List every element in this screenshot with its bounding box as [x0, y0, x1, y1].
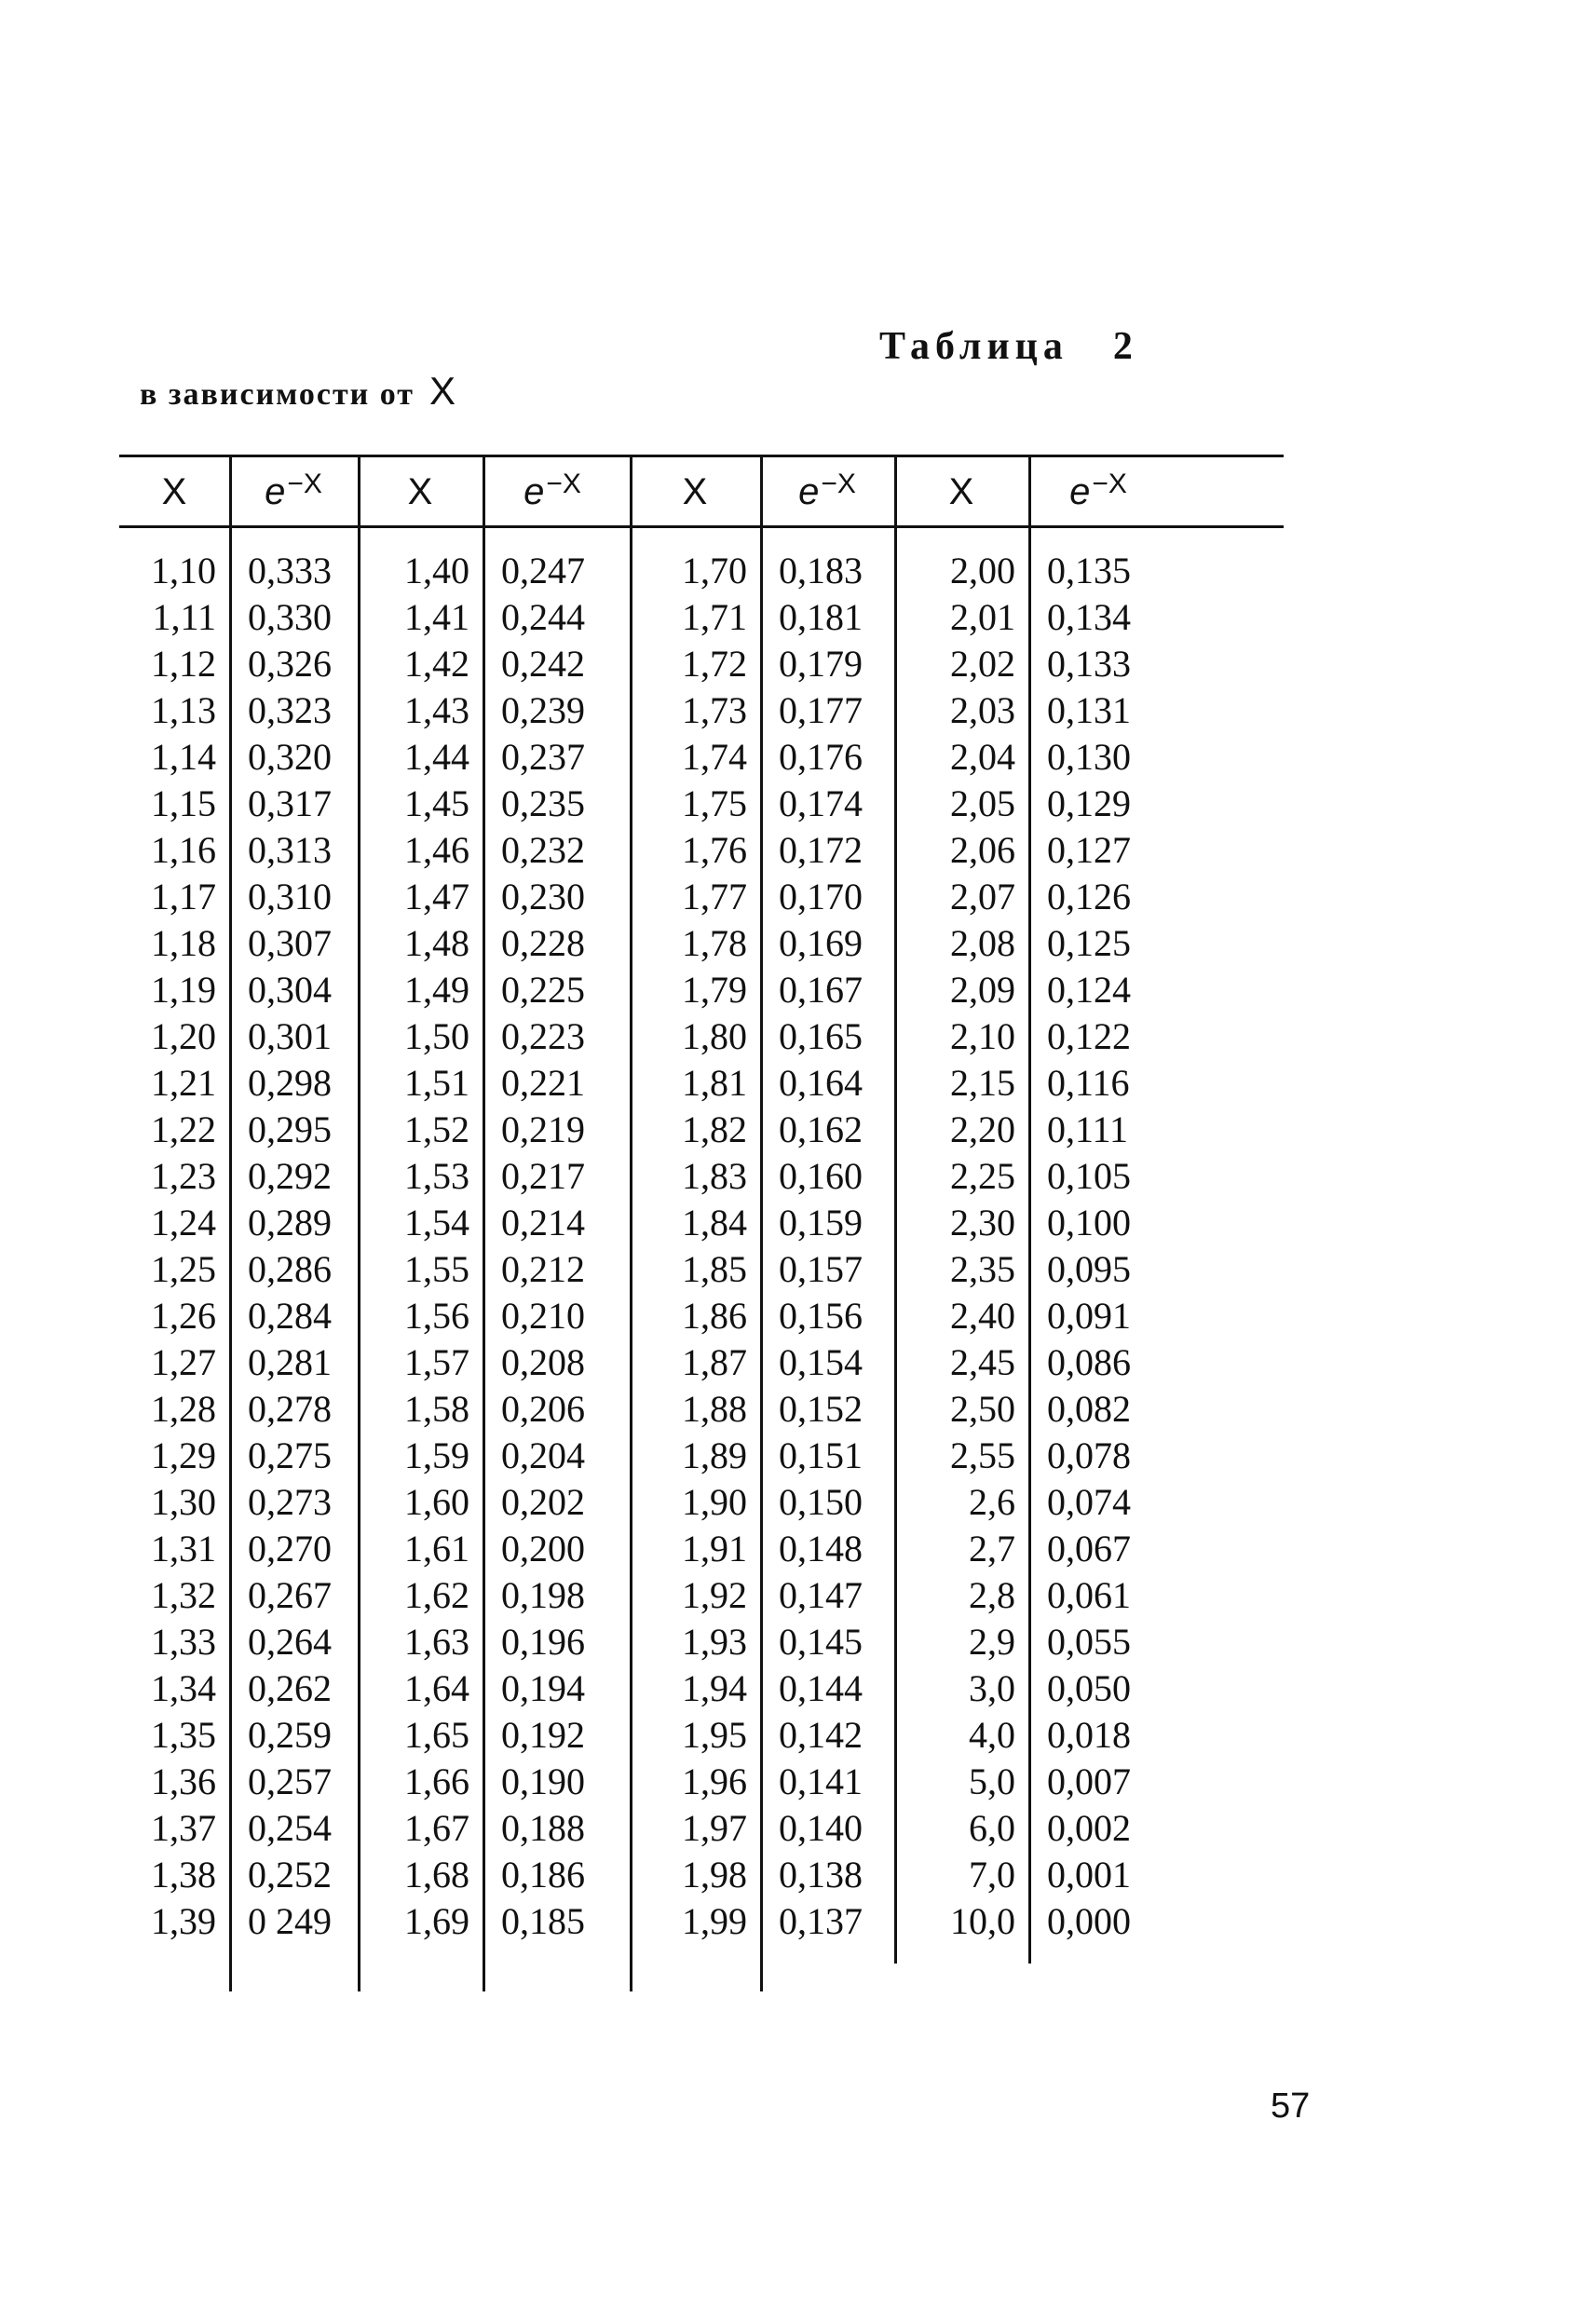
column-divider — [760, 455, 763, 1991]
x-value: 1,80 — [682, 1015, 747, 1057]
exp-value: 0,147 — [779, 1574, 863, 1616]
exp-value: 0,183 — [779, 550, 863, 591]
x-value: 2,50 — [950, 1388, 1015, 1430]
exp-value: 0,244 — [501, 596, 585, 638]
x-value: 1,17 — [151, 876, 216, 917]
x-value: 1,59 — [404, 1434, 469, 1476]
exp-value: 0,239 — [501, 689, 585, 731]
x-column — [119, 548, 216, 1945]
x-value: 1,83 — [682, 1155, 747, 1197]
exp-value: 0,018 — [1047, 1714, 1131, 1756]
x-value: 2,06 — [950, 829, 1015, 871]
exp-value: 0,333 — [248, 550, 332, 591]
x-value: 2,6 — [969, 1481, 1015, 1523]
x-value: 1,91 — [682, 1528, 747, 1570]
x-column — [358, 548, 469, 1945]
exp-value: 0,206 — [501, 1388, 585, 1430]
x-value: 1,64 — [404, 1667, 469, 1709]
x-value: 1,38 — [151, 1854, 216, 1896]
exp-value: 0,188 — [501, 1807, 585, 1849]
x-value: 1,94 — [682, 1667, 747, 1709]
x-value: 1,84 — [682, 1202, 747, 1244]
x-value: 2,55 — [950, 1434, 1015, 1476]
exp-value: 0,086 — [1047, 1341, 1131, 1383]
exp-value: 0,164 — [779, 1062, 863, 1104]
x-value: 1,89 — [682, 1434, 747, 1476]
exp-value: 0,286 — [248, 1248, 332, 1290]
exp-value: 0,323 — [248, 689, 332, 731]
exp-value: 0,262 — [248, 1667, 332, 1709]
x-value: 2,01 — [950, 596, 1015, 638]
caption-text: в зависимости от — [140, 377, 415, 412]
x-value: 1,63 — [404, 1621, 469, 1663]
exp-value: 0,212 — [501, 1248, 585, 1290]
exp-value: 0,137 — [779, 1900, 863, 1942]
exp-value: 0,154 — [779, 1341, 863, 1383]
exp-value: 0,174 — [779, 782, 863, 824]
page-number: 57 — [1271, 2086, 1311, 2126]
exp-value: 0,078 — [1047, 1434, 1131, 1476]
x-value: 1,75 — [682, 782, 747, 824]
x-value: 1,46 — [404, 829, 469, 871]
exp-value: 0,002 — [1047, 1807, 1131, 1849]
exp-value: 0,242 — [501, 643, 585, 685]
exp-value: 0,292 — [248, 1155, 332, 1197]
x-value: 1,61 — [404, 1528, 469, 1570]
exp-value: 0,162 — [779, 1108, 863, 1150]
exp-value: 0,095 — [1047, 1248, 1131, 1290]
exp-value: 0,061 — [1047, 1574, 1131, 1616]
exp-value: 0,135 — [1047, 550, 1131, 591]
table-caption — [140, 369, 456, 414]
exp-value: 0,284 — [248, 1295, 332, 1337]
exp-value: 0,152 — [779, 1388, 863, 1430]
exp-value: 0,074 — [1047, 1481, 1131, 1523]
exp-value: 0,150 — [779, 1481, 863, 1523]
exp-value: 0,317 — [248, 782, 332, 824]
x-value: 1,68 — [404, 1854, 469, 1896]
x-value: 1,97 — [682, 1807, 747, 1849]
exp-value: 0,267 — [248, 1574, 332, 1616]
x-value: 1,16 — [151, 829, 216, 871]
exp-value: 0,295 — [248, 1108, 332, 1150]
exp-value: 0,157 — [779, 1248, 863, 1290]
table-title-number: 2 — [1112, 325, 1133, 368]
exp-value: 0,167 — [779, 969, 863, 1011]
exp-value: 0,204 — [501, 1434, 585, 1476]
x-column — [630, 548, 747, 1945]
x-value: 1,37 — [151, 1807, 216, 1849]
exp-value: 0,289 — [248, 1202, 332, 1244]
x-value: 3,0 — [969, 1667, 1015, 1709]
x-value: 2,40 — [950, 1295, 1015, 1337]
exp-value: 0,281 — [248, 1341, 332, 1383]
exp-value: 0,105 — [1047, 1155, 1131, 1197]
x-value: 1,69 — [404, 1900, 469, 1942]
x-value: 1,74 — [682, 736, 747, 778]
exp-value: 0,221 — [501, 1062, 585, 1104]
x-value: 1,96 — [682, 1760, 747, 1802]
x-value: 7,0 — [969, 1854, 1015, 1896]
x-value: 1,60 — [404, 1481, 469, 1523]
exp-value: 0,330 — [248, 596, 332, 638]
column-divider — [229, 455, 232, 1991]
exp-value: 0 249 — [248, 1900, 332, 1942]
exp-value: 0,130 — [1047, 736, 1131, 778]
header-x: X — [682, 470, 708, 512]
x-value: 2,20 — [950, 1108, 1015, 1150]
x-value: 1,22 — [151, 1108, 216, 1150]
exp-value: 0,055 — [1047, 1621, 1131, 1663]
x-value: 1,21 — [151, 1062, 216, 1104]
exp-value: 0,067 — [1047, 1528, 1131, 1570]
exp-value: 0,190 — [501, 1760, 585, 1802]
x-value: 1,76 — [682, 829, 747, 871]
x-value: 1,90 — [682, 1481, 747, 1523]
exp-value: 0,186 — [501, 1854, 585, 1896]
x-value: 4,0 — [969, 1714, 1015, 1756]
x-value: 1,55 — [404, 1248, 469, 1290]
exp-column — [1047, 548, 1131, 1945]
exp-value: 0,326 — [248, 643, 332, 685]
exp-value: 0,273 — [248, 1481, 332, 1523]
x-value: 1,43 — [404, 689, 469, 731]
exp-value: 0,264 — [248, 1621, 332, 1663]
x-value: 1,48 — [404, 922, 469, 964]
table-top-rule — [119, 455, 1284, 457]
exp-value: 0,134 — [1047, 596, 1131, 638]
x-value: 1,53 — [404, 1155, 469, 1197]
exp-value: 0,176 — [779, 736, 863, 778]
exp-value: 0,001 — [1047, 1854, 1131, 1896]
exp-value: 0,210 — [501, 1295, 585, 1337]
x-value: 2,09 — [950, 969, 1015, 1011]
exp-value: 0,160 — [779, 1155, 863, 1197]
table-title-label: Таблица — [879, 325, 1068, 368]
x-value: 1,15 — [151, 782, 216, 824]
x-value: 1,20 — [151, 1015, 216, 1057]
header-exp: e $^{-X}$ — [524, 469, 581, 512]
exp-value: 0,145 — [779, 1621, 863, 1663]
exp-value: 0,179 — [779, 643, 863, 685]
exp-value: 0,307 — [248, 922, 332, 964]
x-value: 1,40 — [404, 550, 469, 591]
exp-value: 0,304 — [248, 969, 332, 1011]
table-header-rule — [119, 525, 1284, 528]
exp-value: 0,144 — [779, 1667, 863, 1709]
x-value: 1,28 — [151, 1388, 216, 1430]
header-x: X — [407, 470, 433, 512]
exp-value: 0,050 — [1047, 1667, 1131, 1709]
x-value: 1,45 — [404, 782, 469, 824]
exp-value: 0,127 — [1047, 829, 1131, 871]
x-value: 1,57 — [404, 1341, 469, 1383]
exp-value: 0,000 — [1047, 1900, 1131, 1942]
exp-value: 0,156 — [779, 1295, 863, 1337]
exp-value: 0,217 — [501, 1155, 585, 1197]
exp-value: 0,198 — [501, 1574, 585, 1616]
exp-value: 0,313 — [248, 829, 332, 871]
x-value: 2,15 — [950, 1062, 1015, 1104]
exp-value: 0,169 — [779, 922, 863, 964]
table-title — [879, 324, 1133, 369]
x-value: 2,35 — [950, 1248, 1015, 1290]
x-value: 1,51 — [404, 1062, 469, 1104]
exp-value: 0,214 — [501, 1202, 585, 1244]
x-value: 1,32 — [151, 1574, 216, 1616]
x-value: 1,81 — [682, 1062, 747, 1104]
x-value: 1,42 — [404, 643, 469, 685]
exp-column — [248, 548, 332, 1945]
exp-value: 0,230 — [501, 876, 585, 917]
exp-value: 0,278 — [248, 1388, 332, 1430]
x-value: 1,47 — [404, 876, 469, 917]
x-value: 1,23 — [151, 1155, 216, 1197]
exp-value: 0,247 — [501, 550, 585, 591]
x-value: 10,0 — [950, 1900, 1015, 1942]
x-value: 1,35 — [151, 1714, 216, 1756]
exp-value: 0,228 — [501, 922, 585, 964]
x-value: 1,66 — [404, 1760, 469, 1802]
x-value: 1,67 — [404, 1807, 469, 1849]
x-value: 1,79 — [682, 969, 747, 1011]
x-value: 1,29 — [151, 1434, 216, 1476]
x-value: 1,31 — [151, 1528, 216, 1570]
x-value: 1,30 — [151, 1481, 216, 1523]
x-value: 1,18 — [151, 922, 216, 964]
x-value: 2,04 — [950, 736, 1015, 778]
exp-value: 0,129 — [1047, 782, 1131, 824]
exp-value: 0,270 — [248, 1528, 332, 1570]
x-value: 1,50 — [404, 1015, 469, 1057]
exp-value: 0,208 — [501, 1341, 585, 1383]
exp-value: 0,082 — [1047, 1388, 1131, 1430]
exp-value: 0,194 — [501, 1667, 585, 1709]
exp-value: 0,235 — [501, 782, 585, 824]
exp-value: 0,141 — [779, 1760, 863, 1802]
exp-value: 0,254 — [248, 1807, 332, 1849]
x-value: 1,33 — [151, 1621, 216, 1663]
exp-value: 0,301 — [248, 1015, 332, 1057]
exp-value: 0,131 — [1047, 689, 1131, 731]
exp-value: 0,185 — [501, 1900, 585, 1942]
x-value: 1,70 — [682, 550, 747, 591]
x-value: 1,86 — [682, 1295, 747, 1337]
header-x: X — [161, 470, 187, 512]
x-value: 1,56 — [404, 1295, 469, 1337]
x-value: 2,07 — [950, 876, 1015, 917]
exp-value: 0,298 — [248, 1062, 332, 1104]
exp-value: 0,116 — [1047, 1062, 1130, 1104]
exp-value: 0,237 — [501, 736, 585, 778]
x-value: 1,72 — [682, 643, 747, 685]
header-exp: e $^{-X}$ — [1069, 469, 1127, 512]
x-value: 1,88 — [682, 1388, 747, 1430]
exp-value: 0,148 — [779, 1528, 863, 1570]
exp-value: 0,133 — [1047, 643, 1131, 685]
exp-column — [779, 548, 863, 1945]
exp-value: 0,177 — [779, 689, 863, 731]
x-value: 1,65 — [404, 1714, 469, 1756]
exp-value: 0,124 — [1047, 969, 1131, 1011]
x-value: 2,25 — [950, 1155, 1015, 1197]
x-value: 2,05 — [950, 782, 1015, 824]
exp-value: 0,252 — [248, 1854, 332, 1896]
x-value: 1,12 — [151, 643, 216, 685]
x-value: 1,95 — [682, 1714, 747, 1756]
caption-variable: X — [429, 369, 456, 413]
exp-value: 0,181 — [779, 596, 863, 638]
x-value: 2,03 — [950, 689, 1015, 731]
x-value: 1,27 — [151, 1341, 216, 1383]
exp-value: 0,159 — [779, 1202, 863, 1244]
exp-value: 0,170 — [779, 876, 863, 917]
header-exp: e $^{-X}$ — [265, 469, 322, 512]
x-value: 1,82 — [682, 1108, 747, 1150]
header-exp: e $^{-X}$ — [798, 469, 856, 512]
exp-value: 0,091 — [1047, 1295, 1131, 1337]
exp-value: 0,320 — [248, 736, 332, 778]
x-value: 2,10 — [950, 1015, 1015, 1057]
exp-value: 0,100 — [1047, 1202, 1131, 1244]
x-value: 1,52 — [404, 1108, 469, 1150]
x-value: 5,0 — [969, 1760, 1015, 1802]
x-value: 1,49 — [404, 969, 469, 1011]
x-value: 1,92 — [682, 1574, 747, 1616]
x-value: 1,77 — [682, 876, 747, 917]
exp-value: 0,259 — [248, 1714, 332, 1756]
exp-value: 0,275 — [248, 1434, 332, 1476]
exp-value: 0,192 — [501, 1714, 585, 1756]
x-value: 1,85 — [682, 1248, 747, 1290]
exp-value: 0,111 — [1047, 1108, 1129, 1150]
column-divider — [483, 455, 485, 1991]
x-value: 1,98 — [682, 1854, 747, 1896]
x-value: 1,26 — [151, 1295, 216, 1337]
exp-value: 0,142 — [779, 1714, 863, 1756]
exp-value: 0,138 — [779, 1854, 863, 1896]
x-value: 1,99 — [682, 1900, 747, 1942]
exp-value: 0,126 — [1047, 876, 1131, 917]
x-value: 1,58 — [404, 1388, 469, 1430]
exp-value: 0,219 — [501, 1108, 585, 1150]
exp-value: 0,165 — [779, 1015, 863, 1057]
exp-value: 0,172 — [779, 829, 863, 871]
x-value: 1,54 — [404, 1202, 469, 1244]
x-value: 1,73 — [682, 689, 747, 731]
exp-value: 0,007 — [1047, 1760, 1131, 1802]
x-value: 2,02 — [950, 643, 1015, 685]
x-value: 1,14 — [151, 736, 216, 778]
x-value: 2,45 — [950, 1341, 1015, 1383]
x-value: 1,13 — [151, 689, 216, 731]
column-divider — [1028, 455, 1031, 1964]
x-value: 1,11 — [152, 596, 216, 638]
x-value: 1,93 — [682, 1621, 747, 1663]
x-value: 2,9 — [969, 1621, 1015, 1663]
x-value: 1,36 — [151, 1760, 216, 1802]
x-value: 1,62 — [404, 1574, 469, 1616]
exp-value: 0,225 — [501, 969, 585, 1011]
x-value: 1,34 — [151, 1667, 216, 1709]
exp-value: 0,122 — [1047, 1015, 1131, 1057]
x-value: 1,39 — [151, 1900, 216, 1942]
x-value: 2,08 — [950, 922, 1015, 964]
exp-value: 0,140 — [779, 1807, 863, 1849]
exp-column — [501, 548, 585, 1945]
exp-value: 0,232 — [501, 829, 585, 871]
x-value: 2,7 — [969, 1528, 1015, 1570]
x-value: 6,0 — [969, 1807, 1015, 1849]
x-column — [894, 548, 1015, 1945]
x-value: 2,30 — [950, 1202, 1015, 1244]
exp-value: 0,151 — [779, 1434, 863, 1476]
exp-value: 0,196 — [501, 1621, 585, 1663]
x-value: 1,78 — [682, 922, 747, 964]
exp-value: 0,202 — [501, 1481, 585, 1523]
exp-value: 0,200 — [501, 1528, 585, 1570]
x-value: 1,10 — [151, 550, 216, 591]
x-value: 1,71 — [682, 596, 747, 638]
x-value: 1,87 — [682, 1341, 747, 1383]
x-value: 1,19 — [151, 969, 216, 1011]
x-value: 1,24 — [151, 1202, 216, 1244]
x-value: 2,00 — [950, 550, 1015, 591]
x-value: 1,41 — [404, 596, 469, 638]
exp-value: 0,125 — [1047, 922, 1131, 964]
x-value: 1,44 — [404, 736, 469, 778]
header-x: X — [948, 470, 974, 512]
x-value: 2,8 — [969, 1574, 1015, 1616]
exp-value: 0,257 — [248, 1760, 332, 1802]
x-value: 1,25 — [151, 1248, 216, 1290]
exp-value: 0,223 — [501, 1015, 585, 1057]
exp-value: 0,310 — [248, 876, 332, 917]
